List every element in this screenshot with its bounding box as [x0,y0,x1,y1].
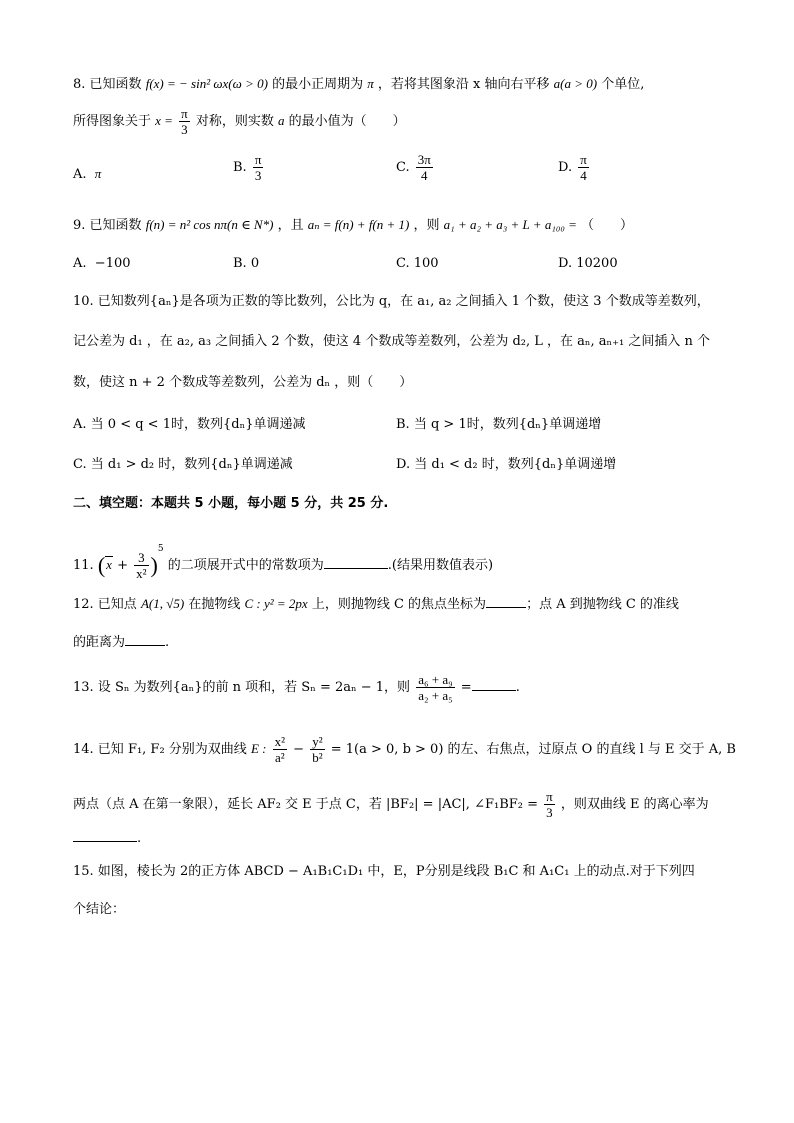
q10-line3: 数，使这 n + 2 个数成等差数列，公差为 dₙ ，则（ ） [73,375,413,390]
q11-line: 11. (x + $\frac{3}{\text{x²}}$ )$^5$ 的二项展开式中的常数项为 .(结果用数值表示) [73,544,494,581]
section-heading: 二、填空题：本题共 5 小题，每小题 5 分，共 25 分. [73,496,389,511]
q11-fraction: $\frac{3}{\text{x²}}$ [136,550,147,581]
q8-option-b: B. $\frac{\pi}{3}$ [233,152,262,183]
q9-option-a: A. −100 [73,256,131,271]
q10-option-d: D. 当 d₁ < d₂ 时，数列{dₙ}单调递增 [396,457,617,472]
q10-line2: 记公差为 d₁ ，在 a₂, a₃ 之间插入 2 个数，使这 4 个数成等差数列，公差为 d₂, L ，在 aₙ, aₙ₊₁ 之间插入 n 个 [73,334,711,349]
q8-line2: 所得图象关于 x = $\frac{\pi}{3}$ 对称，则实数 a 的最小值为（ ） [73,106,406,137]
q13-answer-blank[interactable] [472,676,516,691]
q8-function: f(x) = − sin² ωx(ω > 0) [145,76,268,91]
q12-answer-blank-1[interactable] [486,593,526,608]
q15-line2: 个结论： [73,902,126,917]
q14-line3: . [73,827,141,849]
q12-line1: 12. 已知点 A(1, √5) 在抛物线 C : y² = 2px 上，则抛物线 C 的焦点坐标为 ；点 A 到抛物线 C 的准线 [73,593,679,615]
q13-line: 13. 设 Sₙ 为数列{aₙ}的前 n 项和，若 Sₙ = 2aₙ − 1，则 $\frac{\text{a₆ + a₉}}{\text{a₂ + a₅}}$ = . [73,672,520,703]
q8-option-c: C. $\frac{3\pi}{4}$ [396,152,431,183]
q14-line2: 两点（点 A 在第一象限），延长 AF₂ 交 E 于点 C，若 |BF₂| = |AC|, ∠F₁BF₂ = $\frac{\pi}{3}$ ，则双曲线 E 的离心率为 [73,789,709,820]
q8-fraction: $\frac{\pi}{3}$ [181,106,188,137]
q14-answer-blank[interactable] [73,827,137,842]
q8-number: 8. [73,77,86,92]
q8-line1: 8. 已知函数 f(x) = − sin² ωx(ω > 0) 的最小正周期为 π ，若将其图象沿 x 轴向右平移 a(a > 0) 个单位, [73,76,645,92]
q9-line1: 9. 已知函数 f(n) = n² cos nπ(n ∈ N*) ，且 aₙ = f(n) + f(n + 1) ，则 a₁ + a₂ + a₃ + L + a₁₀₀ = （ ） [73,217,634,233]
q9-option-b: B. 0 [233,256,260,271]
q15-line1: 15. 如图，棱长为 2的正方体 ABCD − A₁B₁C₁D₁ 中，E，P分别是线段 B₁C 和 A₁C₁ 上的动点.对于下列四 [73,864,695,879]
q11-answer-blank[interactable] [324,554,388,569]
q14-line1: 14. 已知 F₁, F₂ 分别为双曲线 E : $\frac{\text{x²}}{\text{a²}}$ − $\frac{\text{y²}}{\text{b²}}$ = 1(a > 0, b > 0) 的左、右焦点，过原点 O 的直线 l 与 E 交于 A, B [73,734,736,765]
q8-option-a: A. π [73,166,102,182]
q10-option-b: B. 当 q > 1时，数列{dₙ}单调递增 [396,417,602,432]
q13-fraction: $\frac{\text{a₆ + a₉}}{\text{a₂ + a₅}}$ [418,672,453,703]
q10-option-c: C. 当 d₁ > d₂ 时，数列{dₙ}单调递减 [73,457,293,472]
q10-option-a: A. 当 0 < q < 1时，数列{dₙ}单调递减 [73,417,306,432]
q12-answer-blank-2[interactable] [125,631,165,646]
q9-option-c: C. 100 [396,256,439,271]
q9-option-d: D. 10200 [558,256,618,271]
q8-option-d: D. $\frac{\pi}{4}$ [558,152,587,183]
q12-line2: 的距离为 . [73,631,169,653]
q10-line1: 10. 已知数列{aₙ}是各项为正数的等比数列，公比为 q，在 a₁, a₂ 之间插入 1 个数，使这 3 个数成等差数列， [73,294,710,309]
